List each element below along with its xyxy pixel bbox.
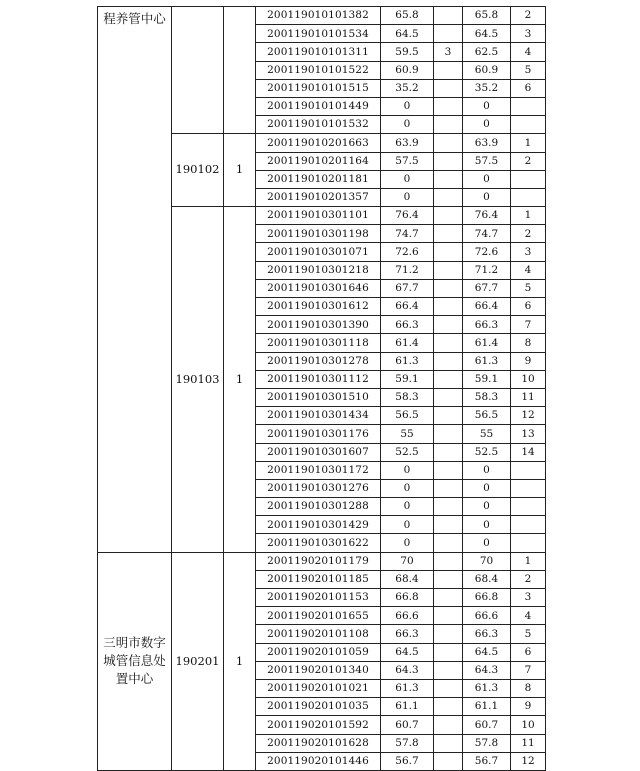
bonus-score-cell [434, 207, 463, 225]
total-score-cell: 70 [463, 552, 511, 570]
candidate-id-cell: 200119010301101 [256, 207, 381, 225]
rank-cell [511, 97, 546, 115]
candidate-id-cell: 200119010301278 [256, 352, 381, 370]
written-score-cell: 71.2 [381, 261, 434, 279]
rank-cell: 3 [511, 589, 546, 607]
written-score-cell: 70 [381, 552, 434, 570]
total-score-cell: 0 [463, 116, 511, 134]
written-score-cell: 66.4 [381, 298, 434, 316]
candidate-id-cell: 200119020101059 [256, 643, 381, 661]
written-score-cell: 0 [381, 534, 434, 552]
written-score-cell: 0 [381, 498, 434, 516]
bonus-score-cell [434, 97, 463, 115]
bonus-score-cell [434, 589, 463, 607]
total-score-cell: 61.4 [463, 334, 511, 352]
total-score-cell: 74.7 [463, 225, 511, 243]
written-score-cell: 59.5 [381, 43, 434, 61]
rank-cell [511, 498, 546, 516]
candidate-id-cell: 200119020101035 [256, 698, 381, 716]
candidate-id-cell: 200119010301429 [256, 516, 381, 534]
written-score-cell: 35.2 [381, 79, 434, 97]
written-score-cell: 0 [381, 116, 434, 134]
candidate-id-cell: 200119010301198 [256, 225, 381, 243]
bonus-score-cell [434, 188, 463, 206]
candidate-id-cell: 200119010301276 [256, 479, 381, 497]
candidate-id-cell: 200119010301218 [256, 261, 381, 279]
bonus-score-cell [434, 134, 463, 152]
total-score-cell: 56.7 [463, 752, 511, 770]
bonus-score-cell [434, 479, 463, 497]
candidate-id-cell: 200119010301390 [256, 316, 381, 334]
candidate-id-cell: 200119010301434 [256, 407, 381, 425]
bonus-score-cell [434, 61, 463, 79]
bonus-score-cell [434, 716, 463, 734]
position-code-cell [172, 7, 224, 134]
total-score-cell: 57.5 [463, 152, 511, 170]
candidate-id-cell: 200119020101021 [256, 679, 381, 697]
candidate-id-cell: 200119020101446 [256, 752, 381, 770]
score-table-body [98, 7, 546, 771]
rank-cell: 3 [511, 243, 546, 261]
total-score-cell: 0 [463, 534, 511, 552]
written-score-cell: 68.4 [381, 570, 434, 588]
total-score-cell: 0 [463, 170, 511, 188]
written-score-cell: 74.7 [381, 225, 434, 243]
written-score-cell: 76.4 [381, 207, 434, 225]
rank-cell: 11 [511, 734, 546, 752]
candidate-id-cell: 200119010101311 [256, 43, 381, 61]
rank-cell [511, 461, 546, 479]
total-score-cell: 66.3 [463, 316, 511, 334]
bonus-score-cell [434, 643, 463, 661]
rank-cell [511, 188, 546, 206]
written-score-cell: 0 [381, 188, 434, 206]
bonus-score-cell [434, 698, 463, 716]
candidate-id-cell: 200119020101592 [256, 716, 381, 734]
total-score-cell: 72.6 [463, 243, 511, 261]
bonus-score-cell [434, 152, 463, 170]
rank-cell: 5 [511, 625, 546, 643]
candidate-id-cell: 200119010301118 [256, 334, 381, 352]
total-score-cell: 64.3 [463, 661, 511, 679]
bonus-score-cell [434, 425, 463, 443]
bonus-score-cell [434, 516, 463, 534]
unit-name-cell: 程养管中心 [98, 7, 172, 553]
rank-cell: 2 [511, 570, 546, 588]
total-score-cell: 60.9 [463, 61, 511, 79]
written-score-cell: 61.3 [381, 352, 434, 370]
bonus-score-cell [434, 243, 463, 261]
bonus-score-cell [434, 570, 463, 588]
candidate-id-cell: 200119020101179 [256, 552, 381, 570]
total-score-cell: 0 [463, 516, 511, 534]
rank-cell: 2 [511, 7, 546, 25]
score-table [97, 6, 546, 771]
rank-cell: 8 [511, 334, 546, 352]
written-score-cell: 61.1 [381, 698, 434, 716]
candidate-id-cell: 200119010301172 [256, 461, 381, 479]
total-score-cell: 59.1 [463, 370, 511, 388]
candidate-id-cell: 200119010301071 [256, 243, 381, 261]
total-score-cell: 64.5 [463, 643, 511, 661]
candidate-id-cell: 200119010201181 [256, 170, 381, 188]
total-score-cell: 35.2 [463, 79, 511, 97]
bonus-score-cell [434, 625, 463, 643]
bonus-score-cell [434, 461, 463, 479]
written-score-cell: 64.5 [381, 643, 434, 661]
rank-cell [511, 516, 546, 534]
candidate-id-cell: 200119010101532 [256, 116, 381, 134]
written-score-cell: 66.3 [381, 316, 434, 334]
total-score-cell: 0 [463, 479, 511, 497]
bonus-score-cell [434, 407, 463, 425]
bonus-score-cell [434, 388, 463, 406]
candidate-id-cell: 200119020101108 [256, 625, 381, 643]
rank-cell: 1 [511, 207, 546, 225]
total-score-cell: 63.9 [463, 134, 511, 152]
total-score-cell: 71.2 [463, 261, 511, 279]
total-score-cell: 57.8 [463, 734, 511, 752]
written-score-cell: 72.6 [381, 243, 434, 261]
candidate-id-cell: 200119010301607 [256, 443, 381, 461]
bonus-score-cell [434, 534, 463, 552]
rank-cell: 9 [511, 698, 546, 716]
written-score-cell: 56.7 [381, 752, 434, 770]
rank-cell [511, 116, 546, 134]
candidate-id-cell: 200119010101522 [256, 61, 381, 79]
bonus-score-cell [434, 279, 463, 297]
candidate-id-cell: 200119010301646 [256, 279, 381, 297]
bonus-score-cell [434, 225, 463, 243]
position-code-cell: 190103 [172, 207, 224, 553]
rank-cell: 11 [511, 388, 546, 406]
candidate-id-cell: 200119010301112 [256, 370, 381, 388]
written-score-cell: 55 [381, 425, 434, 443]
total-score-cell: 66.3 [463, 625, 511, 643]
bonus-score-cell [434, 370, 463, 388]
written-score-cell: 65.8 [381, 7, 434, 25]
rank-cell: 12 [511, 407, 546, 425]
bonus-score-cell [434, 25, 463, 43]
bonus-score-cell [434, 661, 463, 679]
written-score-cell: 57.5 [381, 152, 434, 170]
written-score-cell: 64.3 [381, 661, 434, 679]
position-quota-cell: 1 [224, 207, 256, 553]
total-score-cell: 76.4 [463, 207, 511, 225]
bonus-score-cell [434, 443, 463, 461]
bonus-score-cell [434, 116, 463, 134]
bonus-score-cell [434, 679, 463, 697]
bonus-score-cell [434, 79, 463, 97]
bonus-score-cell [434, 752, 463, 770]
candidate-id-cell: 200119010101534 [256, 25, 381, 43]
rank-cell: 7 [511, 316, 546, 334]
rank-cell: 6 [511, 79, 546, 97]
candidate-id-cell: 200119020101628 [256, 734, 381, 752]
rank-cell: 9 [511, 352, 546, 370]
total-score-cell: 61.3 [463, 679, 511, 697]
bonus-score-cell [434, 498, 463, 516]
rank-cell: 6 [511, 643, 546, 661]
rank-cell: 1 [511, 134, 546, 152]
bonus-score-cell [434, 261, 463, 279]
candidate-id-cell: 200119010101449 [256, 97, 381, 115]
rank-cell: 4 [511, 43, 546, 61]
candidate-id-cell: 200119010301176 [256, 425, 381, 443]
candidate-id-cell: 200119020101153 [256, 589, 381, 607]
rank-cell [511, 479, 546, 497]
written-score-cell: 0 [381, 97, 434, 115]
total-score-cell: 68.4 [463, 570, 511, 588]
total-score-cell: 64.5 [463, 25, 511, 43]
rank-cell: 12 [511, 752, 546, 770]
candidate-id-cell: 200119010101382 [256, 7, 381, 25]
written-score-cell: 52.5 [381, 443, 434, 461]
candidate-id-cell: 200119010201164 [256, 152, 381, 170]
rank-cell [511, 170, 546, 188]
total-score-cell: 62.5 [463, 43, 511, 61]
candidate-id-cell: 200119010201663 [256, 134, 381, 152]
bonus-score-cell [434, 607, 463, 625]
rank-cell: 8 [511, 679, 546, 697]
total-score-cell: 56.5 [463, 407, 511, 425]
rank-cell: 2 [511, 225, 546, 243]
written-score-cell: 0 [381, 170, 434, 188]
total-score-cell: 66.4 [463, 298, 511, 316]
total-score-cell: 66.6 [463, 607, 511, 625]
bonus-score-cell [434, 352, 463, 370]
rank-cell: 7 [511, 661, 546, 679]
total-score-cell: 60.7 [463, 716, 511, 734]
bonus-score-cell [434, 7, 463, 25]
bonus-score-cell [434, 334, 463, 352]
rank-cell: 13 [511, 425, 546, 443]
total-score-cell: 61.1 [463, 698, 511, 716]
candidate-id-cell: 200119010301288 [256, 498, 381, 516]
written-score-cell: 61.3 [381, 679, 434, 697]
total-score-cell: 0 [463, 461, 511, 479]
total-score-cell: 0 [463, 97, 511, 115]
unit-name-cell: 三明市数字城管信息处置中心 [98, 552, 172, 770]
position-quota-cell [224, 7, 256, 134]
position-code-cell: 190102 [172, 134, 224, 207]
written-score-cell: 0 [381, 516, 434, 534]
written-score-cell: 63.9 [381, 134, 434, 152]
written-score-cell: 64.5 [381, 25, 434, 43]
table-row [98, 7, 546, 25]
bonus-score-cell [434, 734, 463, 752]
bonus-score-cell [434, 552, 463, 570]
table-row [98, 552, 546, 570]
bonus-score-cell [434, 298, 463, 316]
total-score-cell: 61.3 [463, 352, 511, 370]
written-score-cell: 57.8 [381, 734, 434, 752]
rank-cell: 5 [511, 279, 546, 297]
candidate-id-cell: 200119010301612 [256, 298, 381, 316]
written-score-cell: 0 [381, 461, 434, 479]
written-score-cell: 66.3 [381, 625, 434, 643]
rank-cell: 4 [511, 261, 546, 279]
rank-cell: 6 [511, 298, 546, 316]
position-quota-cell: 1 [224, 552, 256, 770]
candidate-id-cell: 200119010101515 [256, 79, 381, 97]
written-score-cell: 0 [381, 479, 434, 497]
total-score-cell: 55 [463, 425, 511, 443]
written-score-cell: 66.6 [381, 607, 434, 625]
candidate-id-cell: 200119020101340 [256, 661, 381, 679]
position-code-cell: 190201 [172, 552, 224, 770]
written-score-cell: 59.1 [381, 370, 434, 388]
bonus-score-cell [434, 170, 463, 188]
bonus-score-cell [434, 316, 463, 334]
total-score-cell: 66.8 [463, 589, 511, 607]
rank-cell [511, 534, 546, 552]
rank-cell: 4 [511, 607, 546, 625]
rank-cell: 3 [511, 25, 546, 43]
position-quota-cell: 1 [224, 134, 256, 207]
total-score-cell: 0 [463, 498, 511, 516]
candidate-id-cell: 200119010301510 [256, 388, 381, 406]
candidate-id-cell: 200119010201357 [256, 188, 381, 206]
written-score-cell: 56.5 [381, 407, 434, 425]
written-score-cell: 61.4 [381, 334, 434, 352]
rank-cell: 10 [511, 716, 546, 734]
rank-cell: 10 [511, 370, 546, 388]
bonus-score-cell: 3 [434, 43, 463, 61]
written-score-cell: 60.7 [381, 716, 434, 734]
written-score-cell: 60.9 [381, 61, 434, 79]
candidate-id-cell: 200119020101185 [256, 570, 381, 588]
total-score-cell: 58.3 [463, 388, 511, 406]
written-score-cell: 58.3 [381, 388, 434, 406]
total-score-cell: 0 [463, 188, 511, 206]
rank-cell: 2 [511, 152, 546, 170]
rank-cell: 5 [511, 61, 546, 79]
total-score-cell: 52.5 [463, 443, 511, 461]
total-score-cell: 65.8 [463, 7, 511, 25]
rank-cell: 14 [511, 443, 546, 461]
written-score-cell: 66.8 [381, 589, 434, 607]
candidate-id-cell: 200119010301622 [256, 534, 381, 552]
candidate-id-cell: 200119020101655 [256, 607, 381, 625]
total-score-cell: 67.7 [463, 279, 511, 297]
rank-cell: 1 [511, 552, 546, 570]
written-score-cell: 67.7 [381, 279, 434, 297]
